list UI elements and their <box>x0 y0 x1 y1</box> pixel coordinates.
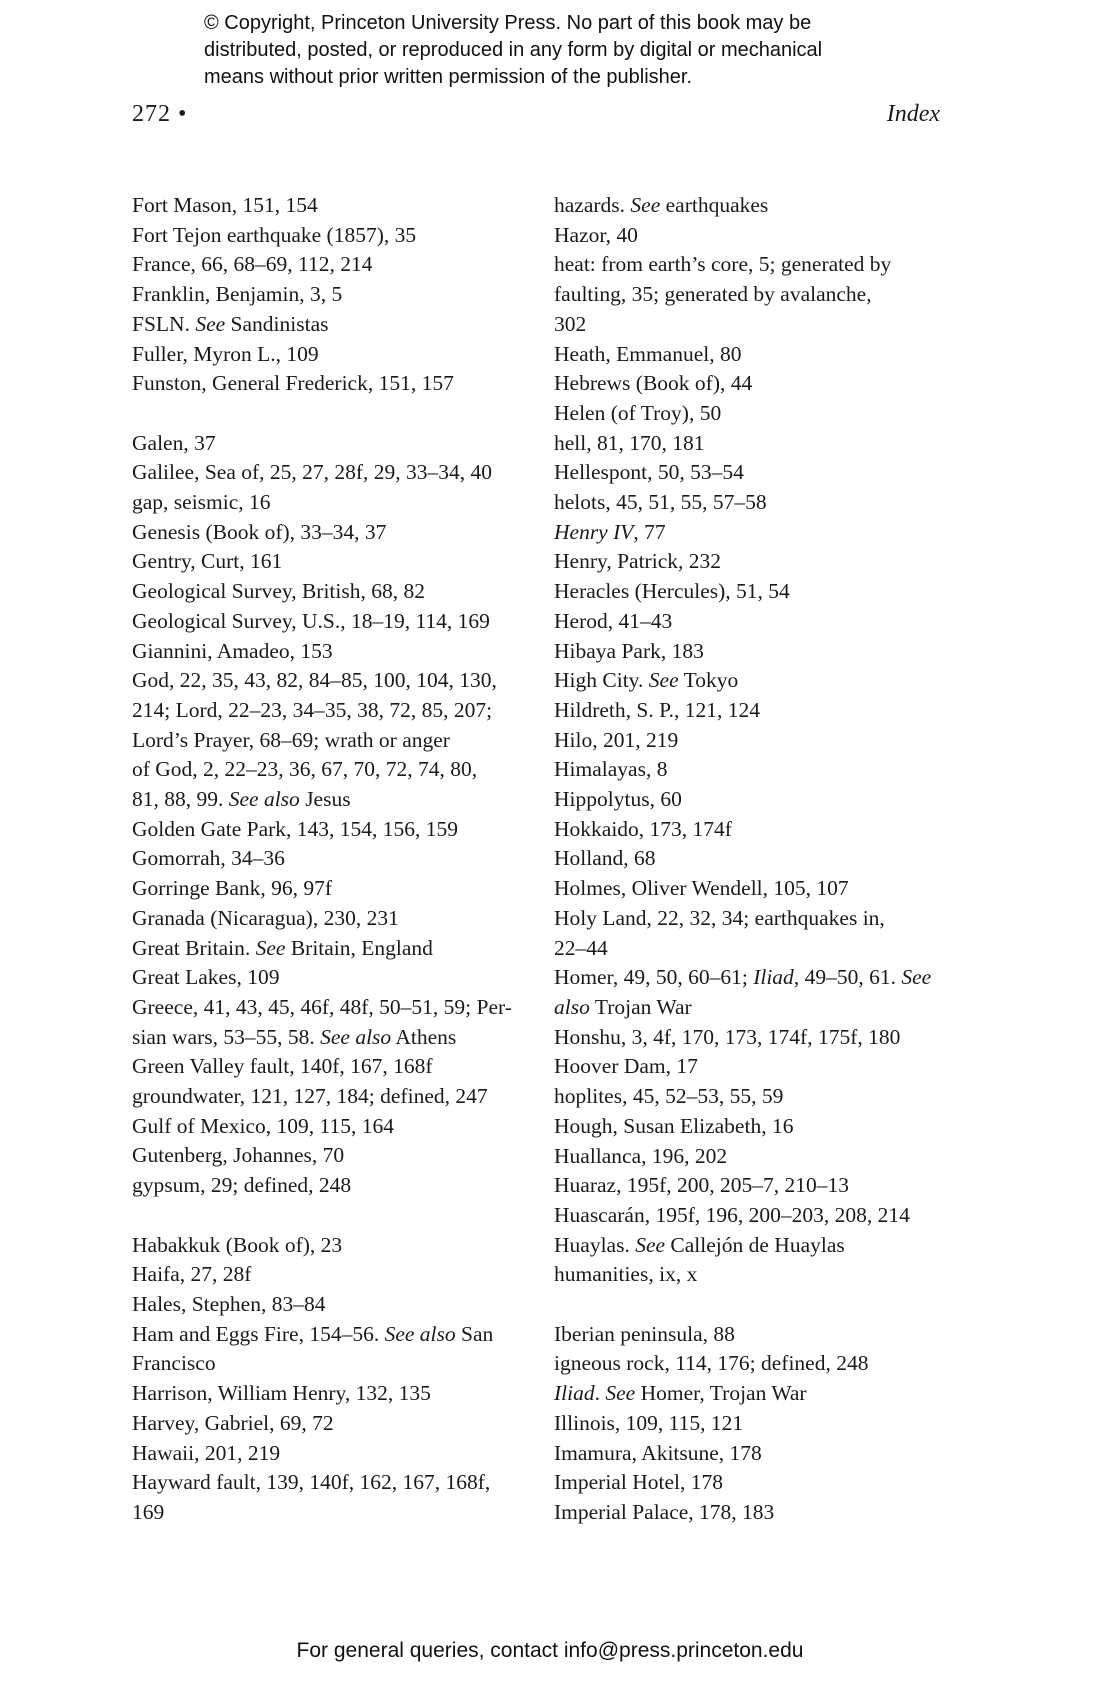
index-entry: FSLN. See Sandinistas <box>132 311 329 336</box>
index-entry: Herod, 41–43 <box>554 608 673 633</box>
index-entry: Genesis (Book of), 33–34, 37 <box>132 519 387 544</box>
index-entry: Harrison, William Henry, 132, 135 <box>132 1381 431 1406</box>
letter-group-gap <box>554 1290 954 1320</box>
index-entry: Heracles (Hercules), 51, 54 <box>554 579 790 604</box>
index-entry: Greece, 41, 43, 45, 46f, 48f, 50–51, 59; Per- sian wars, 53–55, 58. See also Athens <box>132 994 512 1049</box>
index-entry: Huascarán, 195f, 196, 200–203, 208, 214 <box>554 1202 910 1227</box>
index-entry: Fort Mason, 151, 154 <box>132 193 318 217</box>
copyright-line: means without prior written permission of the publisher. <box>204 66 693 88</box>
index-entry: heat: from earth’s core, 5; generated by faulting, 35; generated by avalanche, 302 <box>554 252 892 336</box>
index-entry: Illinois, 109, 115, 121 <box>554 1410 744 1435</box>
index-entry: Funston, General Frederick, 151, 157 <box>132 371 454 396</box>
index-entry: Iberian peninsula, 88 <box>554 1321 735 1346</box>
index-entry: Hawaii, 201, 219 <box>132 1440 281 1465</box>
index-entry: Holy Land, 22, 32, 34; earthquakes in, 22–44 <box>554 905 885 960</box>
index-entry: Henry IV, 77 <box>554 519 666 544</box>
index-entry: groundwater, 121, 127, 184; defined, 247 <box>132 1084 488 1109</box>
index-entry: Harvey, Gabriel, 69, 72 <box>132 1410 334 1435</box>
index-entry: Golden Gate Park, 143, 154, 156, 159 <box>132 816 459 841</box>
index-entry: Huaraz, 195f, 200, 205–7, 210–13 <box>554 1173 849 1198</box>
index-entry: Habakkuk (Book of), 23 <box>132 1232 343 1257</box>
index-entry: Holmes, Oliver Wendell, 105, 107 <box>554 876 849 901</box>
index-entry: Huallanca, 196, 202 <box>554 1143 728 1168</box>
index-entry: Hayward fault, 139, 140f, 162, 167, 168f, 169 <box>132 1470 491 1524</box>
index-entry: Hippolytus, 60 <box>554 787 682 812</box>
index-entry: Homer, 49, 50, 60–61; Iliad, 49–50, 61. See also Trojan War <box>554 965 932 1019</box>
index-entry: Imamura, Akitsune, 178 <box>554 1440 762 1465</box>
index-entry: Franklin, Benjamin, 3, 5 <box>132 282 343 307</box>
index-entry: Galilee, Sea of, 25, 27, 28f, 29, 33–34, 40 <box>132 460 493 485</box>
index-entry: Gorringe Bank, 96, 97f <box>132 876 333 901</box>
running-head <box>132 94 940 134</box>
footer-contact: For general queries, contact info@press.princeton.edu <box>296 1639 804 1662</box>
index-entry: High City. See Tokyo <box>554 668 739 693</box>
letter-group-gap <box>132 399 532 429</box>
index-entry: Hales, Stephen, 83–84 <box>132 1291 326 1316</box>
index-entry: Green Valley fault, 140f, 167, 168f <box>132 1054 433 1079</box>
index-entry: Great Britain. See Britain, England <box>132 935 433 960</box>
index-entry: Hazor, 40 <box>554 222 638 247</box>
index-entry: Granada (Nicaragua), 230, 231 <box>132 905 399 930</box>
index-entry: Huaylas. See Callejón de Huaylas <box>554 1232 845 1257</box>
index-entry: Fuller, Myron L., 109 <box>132 341 319 366</box>
index-entry: hazards. See earthquakes <box>554 193 769 217</box>
index-entry: Gutenberg, Johannes, 70 <box>132 1143 345 1168</box>
index-entry: Haifa, 27, 28f <box>132 1262 252 1287</box>
index-entry: Imperial Hotel, 178 <box>554 1470 723 1495</box>
index-entry: Hildreth, S. P., 121, 124 <box>554 697 761 722</box>
index-entry: Hokkaido, 173, 174f <box>554 816 732 841</box>
letter-group-gap <box>132 1201 532 1231</box>
index-entry: Giannini, Amadeo, 153 <box>132 638 333 663</box>
index-entry: Henry, Patrick, 232 <box>554 549 721 574</box>
index-entry: Geological Survey, British, 68, 82 <box>132 579 426 604</box>
index-entry: Great Lakes, 109 <box>132 965 280 990</box>
index-entry: Gulf of Mexico, 109, 115, 164 <box>132 1113 394 1138</box>
index-entry: hoplites, 45, 52–53, 55, 59 <box>554 1084 784 1109</box>
copyright-notice <box>204 10 984 91</box>
index-entry: Honshu, 3, 4f, 170, 173, 174f, 175f, 180 <box>554 1024 901 1049</box>
index-entry: Fort Tejon earthquake (1857), 35 <box>132 222 417 247</box>
index-entry: Hough, Susan Elizabeth, 16 <box>554 1113 794 1138</box>
index-entry: gypsum, 29; defined, 248 <box>132 1173 352 1198</box>
index-entry: igneous rock, 114, 176; defined, 248 <box>554 1351 869 1376</box>
index-entry: Ham and Eggs Fire, 154–56. See also San Francisco <box>132 1321 494 1376</box>
index-entry: Imperial Palace, 178, 183 <box>554 1499 775 1524</box>
index-entry: Gomorrah, 34–36 <box>132 846 285 871</box>
index-entry: Geological Survey, U.S., 18–19, 114, 169 <box>132 608 490 633</box>
index-entry: humanities, ix, x <box>554 1262 698 1287</box>
index-entry: gap, seismic, 16 <box>132 490 271 515</box>
copyright-line: distributed, posted, or reproduced in any form by digital or mechanical <box>204 39 823 61</box>
index-entry: hell, 81, 170, 181 <box>554 430 705 455</box>
index-entry: Hebrews (Book of), 44 <box>554 371 753 396</box>
index-entry: Helen (of Troy), 50 <box>554 400 722 425</box>
index-entry: Galen, 37 <box>132 430 216 455</box>
index-entry: France, 66, 68–69, 112, 214 <box>132 252 373 277</box>
index-column-right <box>554 191 954 1528</box>
index-column-left <box>132 191 532 1528</box>
index-entry: Gentry, Curt, 161 <box>132 549 283 574</box>
copyright-line: © Copyright, Princeton University Press. No part of this book may be <box>204 12 812 34</box>
index-entry: Iliad. See Homer, Trojan War <box>554 1381 807 1406</box>
page-number: 272 • <box>132 101 188 127</box>
section-title: Index <box>886 101 940 127</box>
index-entry: Himalayas, 8 <box>554 757 668 782</box>
index-entry: God, 22, 35, 43, 82, 84–85, 100, 104, 130, 214; Lord, 22–23, 34–35, 38, 72, 85, 207; Lord’s Prayer, 68–69; wrath or anger of God, 2, 22–23, 36, 67, 70, 72, 74, 80, 81, 88, 99. See also Jesus <box>132 668 497 812</box>
index-entry: helots, 45, 51, 55, 57–58 <box>554 490 767 515</box>
index-entry: Holland, 68 <box>554 846 656 871</box>
index-entry: Hilo, 201, 219 <box>554 727 679 752</box>
index-entry: Heath, Emmanuel, 80 <box>554 341 742 366</box>
index-entry: Hibaya Park, 183 <box>554 638 704 663</box>
index-entry: Hoover Dam, 17 <box>554 1054 698 1079</box>
index-entry: Hellespont, 50, 53–54 <box>554 460 744 485</box>
